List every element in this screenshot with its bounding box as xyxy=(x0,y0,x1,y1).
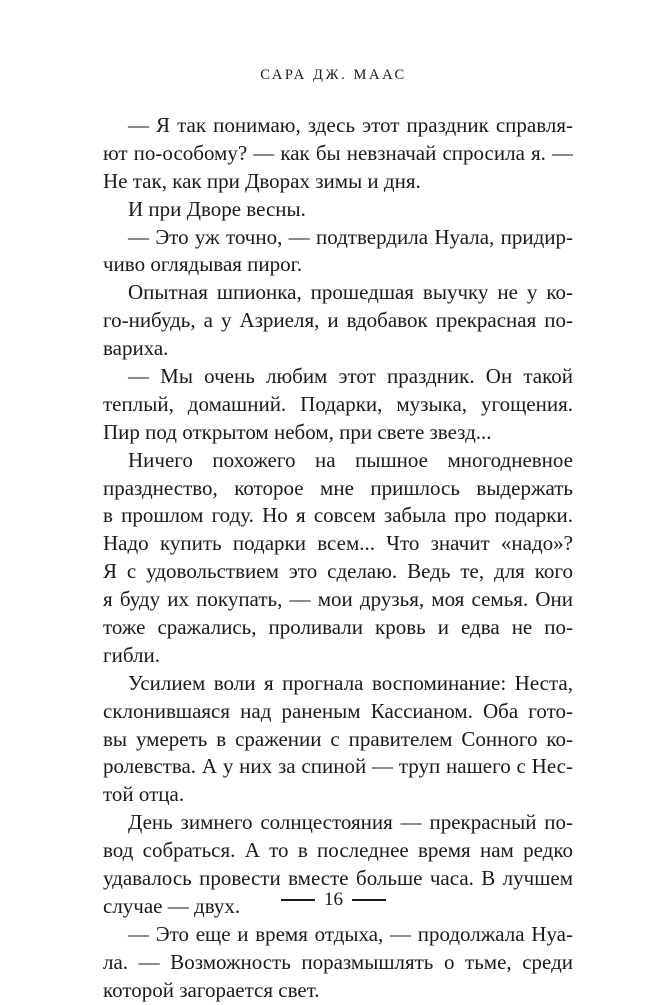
text-line: — Это еще и время отдыха, — продолжала Нуа- xyxy=(128,921,573,946)
text-line: вы умереть в сражении с правителем Сонного ко- xyxy=(103,726,573,751)
text-line: той отца. xyxy=(103,782,185,807)
text-line: тоже сражались, проливали кровь и едва не по- xyxy=(103,615,573,640)
text-line: — Это уж точно, — подтвердила Нуала, придир- xyxy=(128,224,573,249)
text-line: Пир под открытом небом, при свете звезд... xyxy=(103,419,492,444)
body-text xyxy=(103,112,573,1005)
text-line: — Мы очень любим этот праздник. Он такой xyxy=(128,364,573,389)
left-dash xyxy=(281,899,315,901)
text-line: День зимнего солнцестояния — прекрасный по- xyxy=(128,810,573,835)
text-line: склонившаяся над раненым Кассианом. Оба гото- xyxy=(103,698,573,723)
text-line: Ничего похожего на пышное многодневное xyxy=(128,447,573,472)
text-line: теплый, домашний. Подарки, музыка, угощения. xyxy=(103,391,573,416)
text-line: Я с удовольствием это сделаю. Ведь те, для кого xyxy=(103,559,573,584)
running-title: САРА ДЖ. МААС xyxy=(260,67,407,83)
text-line: которой загорается свет. xyxy=(103,977,320,1002)
page-number-footer xyxy=(0,888,667,912)
text-line: я буду их покупать, — мои друзья, моя семья. Они xyxy=(103,587,573,612)
text-line: удавалось провести вместе больше часа. В лучшем xyxy=(103,866,573,891)
right-dash xyxy=(352,899,386,901)
text-line: празднество, которое мне пришлось выдержать xyxy=(103,475,573,500)
page-number: 16 xyxy=(324,889,343,910)
text-line: вариха. xyxy=(103,336,169,361)
text-line: — Я так понимаю, здесь этот праздник справля- xyxy=(128,113,573,137)
text-line: го-нибудь, а у Азриеля, и вдобавок прекрасная по- xyxy=(103,308,573,333)
text-line: ролевства. А у них за спиной — труп нашего с Нес- xyxy=(103,754,573,779)
text-line: вод собраться. А то в последнее время нам редко xyxy=(103,838,573,863)
text-line: ла. — Возможность поразмышлять о тьме, среди xyxy=(103,949,573,974)
text-line: чиво оглядывая пирог. xyxy=(103,252,303,277)
text-line: в прошлом году. Но я совсем забыла про подарки. xyxy=(103,503,573,528)
text-line: Надо купить подарки всем... Что значит «надо»? xyxy=(103,531,573,556)
text-line: Не так, как при Дворах зимы и дня. xyxy=(103,168,421,193)
text-line: ют по-особому? — как бы невзначай спросила я. — xyxy=(103,140,573,165)
text-line: Опытная шпионка, прошедшая выучку не у ко- xyxy=(128,280,573,305)
text-line: гибли. xyxy=(103,642,160,667)
text-line: Усилием воли я прогнала воспоминание: Неста, xyxy=(128,670,573,695)
text-line: И при Дворе весны. xyxy=(128,196,306,221)
text-line: случае — двух. xyxy=(103,893,241,918)
